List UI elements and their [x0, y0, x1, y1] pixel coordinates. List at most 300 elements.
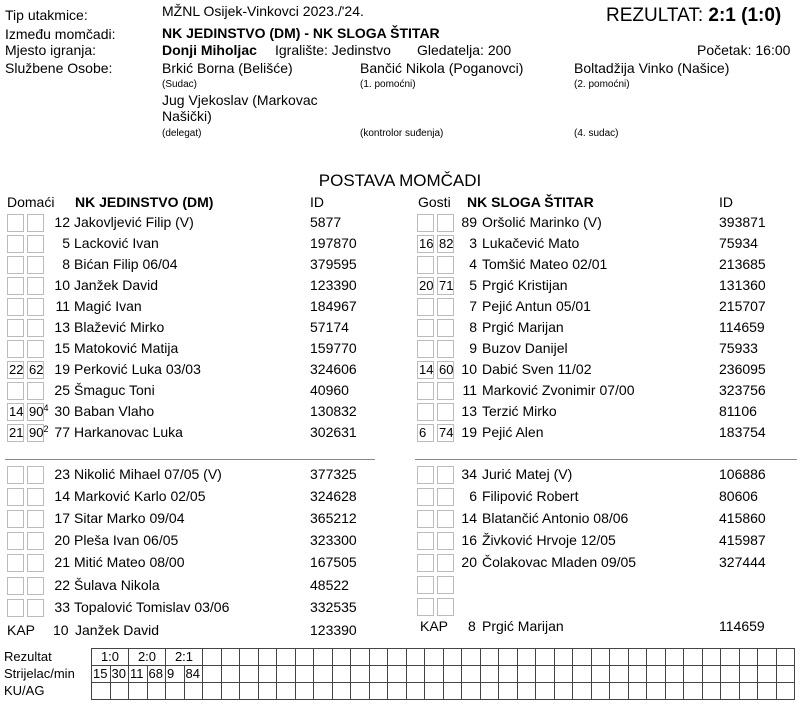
away-substitute-id: 106886: [719, 466, 766, 482]
official-assistant1: Bančić Nikola (Poganovci): [360, 60, 524, 76]
stats-cell: [202, 682, 222, 700]
home-sub-minute-box: [27, 214, 44, 232]
stats-cell: [498, 648, 518, 666]
home-sub-minute-box: 14: [9, 404, 24, 419]
away-player-id: 183754: [719, 424, 766, 440]
away-player-number: 9: [469, 340, 477, 356]
away-sub-minute-box: [417, 319, 434, 337]
home-substitute-name: Nikolić Mihael 07/05 (V): [74, 466, 222, 482]
away-player-number: 19: [461, 424, 477, 440]
stats-cell: [239, 682, 259, 700]
stats-cell: [554, 648, 574, 666]
stats-cell: [295, 648, 315, 666]
venue-label: Mjesto igranja:: [5, 42, 97, 58]
stats-result-label: Rezultat: [4, 649, 52, 664]
away-sub-minute-box: [437, 340, 454, 358]
home-substitute-number: 21: [54, 554, 70, 571]
stats-cell: [221, 682, 241, 700]
stats-cell: [221, 665, 241, 683]
stats-cell: [295, 665, 315, 683]
away-player-id: 131360: [719, 277, 766, 293]
away-sub-minute-box: [417, 256, 434, 274]
home-player-name: Perković Luka 03/03: [74, 361, 201, 377]
home-sub-minute-box: [7, 382, 24, 400]
stats-cell: [702, 665, 722, 683]
stats-cell: [480, 648, 500, 666]
home-player-number: 10: [54, 277, 70, 293]
stats-cell: [683, 665, 703, 683]
away-player-number: 89: [461, 214, 477, 230]
away-sub-minute-box: [437, 361, 454, 379]
stats-cell: [350, 682, 370, 700]
home-substitute-name: Šulava Nikola: [74, 576, 160, 593]
away-player-name: Marković Zvonimir 07/00: [482, 382, 635, 398]
home-sub-minute: 90: [29, 425, 44, 440]
home-player-name: Bićan Filip 06/04: [74, 256, 178, 272]
home-substitute-number: 20: [54, 532, 70, 549]
away-captain-number: 8: [468, 618, 476, 634]
home-player-name: Lacković Ivan: [74, 235, 159, 251]
stats-cell: [91, 682, 111, 700]
home-added-time: 4: [43, 403, 49, 413]
home-sub-box: [27, 599, 44, 617]
stats-cell: [628, 648, 648, 666]
stats-cell: [591, 665, 611, 683]
away-player-number: 4: [469, 256, 477, 272]
home-player-id: 57174: [310, 319, 349, 335]
stats-cell: [739, 665, 759, 683]
stats-cell: [702, 648, 722, 666]
stats-cell: [517, 648, 537, 666]
stats-cell: [757, 648, 777, 666]
officials-label: Službene Osobe:: [5, 60, 113, 76]
home-player-number: 8: [62, 256, 70, 272]
home-added-time: 2: [43, 424, 49, 434]
stats-cell: [461, 648, 481, 666]
away-substitute-name: Živković Hrvoje 12/05: [482, 532, 616, 548]
home-sub-box: [7, 577, 24, 595]
away-substitute-name: Blatančić Antonio 08/06: [482, 510, 629, 526]
stats-cell: [424, 665, 444, 683]
away-player-id: 215707: [719, 298, 766, 314]
stats-cell: [554, 682, 574, 700]
away-captain-id: 114659: [719, 618, 765, 634]
stats-cell: [221, 648, 241, 666]
stats-cell: [757, 665, 777, 683]
stats-cell: [646, 682, 666, 700]
away-player-name: Terzić Mirko: [482, 403, 557, 419]
teams: NK JEDINSTVO (DM) - NK SLOGA ŠTITAR: [162, 25, 440, 41]
away-player-number: 10: [461, 361, 477, 377]
home-sub-box: [7, 554, 24, 572]
away-sub-minute-box: [417, 403, 434, 421]
home-sub-box: [7, 510, 24, 528]
stats-cell: [313, 665, 333, 683]
home-player-name: Baban Vlaho: [74, 403, 155, 419]
official-referee: Brkić Borna (Belišće): [162, 60, 293, 76]
stats-scorer-label: Strijelac/min: [4, 666, 75, 681]
home-player-number: 11: [55, 298, 70, 314]
kickoff: Početak: 16:00: [697, 42, 791, 58]
official-referee-role: (Sudac): [162, 79, 198, 90]
home-player-id: 130832: [310, 403, 357, 419]
official-delegate-role: (delegat): [162, 128, 202, 139]
away-id-label: ID: [719, 194, 733, 210]
away-side-label: Gosti: [418, 194, 451, 210]
home-substitute-number: 22: [54, 576, 70, 593]
away-sub-box: [417, 488, 434, 506]
stats-cell: [776, 648, 796, 666]
stats-cell: [646, 665, 666, 683]
away-sub-box: [417, 532, 434, 550]
stats-cell: [332, 682, 352, 700]
home-sub-box: [7, 532, 24, 550]
away-substitute-id: 415860: [719, 510, 766, 526]
away-player-name: Prgić Marijan: [482, 319, 564, 335]
stats-scorer-value: 84: [185, 666, 200, 681]
official-assistant1-role: (1. pomoćni): [360, 79, 416, 90]
away-player-id: 213685: [719, 256, 766, 272]
away-sub-minute-box: 20: [419, 278, 434, 293]
home-player-id: 5877: [310, 214, 342, 230]
stats-cell: [276, 665, 296, 683]
home-substitute-id: 324628: [310, 488, 357, 505]
home-sub-box: [27, 577, 44, 595]
home-player-number: 25: [54, 382, 70, 398]
stats-cell: [258, 682, 278, 700]
stats-cell: [683, 682, 703, 700]
away-player-name: Dabić Sven 11/02: [482, 361, 592, 377]
away-sub-minute: 74: [439, 425, 454, 440]
home-sub-minute-box: [27, 403, 49, 421]
home-substitute-name: Pleša Ivan 06/05: [74, 532, 179, 549]
home-player-number: 15: [54, 340, 70, 356]
stats-score: 1:0: [91, 648, 129, 666]
away-player-name: Buzov Danijel: [482, 340, 568, 356]
away-sub-minute-box: [417, 298, 434, 316]
home-player-name: Matoković Matija: [74, 340, 179, 356]
pitch: Igralište: Jedinstvo: [275, 42, 391, 58]
stats-cell: [535, 682, 555, 700]
home-substitute-number: 14: [54, 488, 70, 505]
stats-cell: [665, 648, 685, 666]
home-player-id: 379595: [310, 256, 357, 272]
match-type-label: Tip utakmice:: [5, 7, 88, 23]
home-substitute-number: 33: [54, 598, 70, 615]
home-player-name: Janžek David: [74, 277, 159, 293]
official-controller-role: (kontrolor suđenja): [360, 128, 444, 139]
home-substitute-id: 365212: [310, 510, 357, 527]
away-player-id: 114659: [719, 319, 765, 335]
home-captain-number: 10: [53, 622, 69, 638]
home-sub-minute-box: [27, 256, 44, 274]
home-captain-label: KAP: [7, 622, 36, 638]
stats-cell: [350, 665, 370, 683]
home-sub-box: [27, 532, 44, 550]
away-team-name: NK SLOGA ŠTITAR: [467, 194, 594, 210]
away-sub-minute: 60: [439, 362, 454, 377]
home-substitute-number: 17: [54, 510, 70, 527]
away-player-id: 75933: [719, 340, 758, 356]
home-team-name: NK JEDINSTVO (DM): [75, 194, 214, 210]
home-sub-minute-box: [27, 319, 44, 337]
home-substitute-number: 23: [54, 466, 70, 482]
home-substitute-id: 323300: [310, 532, 357, 549]
stats-cell: [665, 665, 685, 683]
stats-cell: [443, 682, 463, 700]
home-sub-box: [27, 488, 44, 506]
home-player-number: 30: [54, 403, 70, 419]
away-player-id: 75934: [719, 235, 758, 251]
home-player-name: Šmaguc Toni: [74, 382, 155, 398]
stats-cell: [128, 682, 148, 700]
away-sub-minute-box: [437, 277, 454, 295]
away-substitute-name: Filipović Robert: [482, 488, 579, 504]
stats-scorer-value: 9: [167, 666, 175, 681]
away-player-number: 7: [469, 298, 477, 314]
home-player-number: 5: [62, 235, 70, 251]
stats-scorer-value: 15: [93, 666, 108, 681]
stats-cell: [498, 682, 518, 700]
away-player-name: Lukačević Mato: [482, 235, 580, 251]
away-sub-minute-box: [437, 424, 454, 442]
stats-scorer-value: 11: [130, 666, 144, 681]
stats-cell: [332, 648, 352, 666]
stats-cell: [239, 665, 259, 683]
home-sub-minute-box: [27, 235, 44, 253]
away-player-id: 393871: [719, 214, 766, 230]
home-player-id: 40960: [310, 382, 349, 398]
home-player-number: 13: [54, 319, 70, 335]
stats-cell: [628, 682, 648, 700]
away-substitute-number: 14: [461, 510, 477, 526]
home-substitute-id: 167505: [310, 554, 357, 571]
home-sub-minute-box: [7, 340, 24, 358]
stats-cell: [720, 682, 740, 700]
stats-cell: [776, 665, 796, 683]
home-sub-minute-box: [27, 298, 44, 316]
away-sub-box: [437, 598, 454, 616]
away-substitute-number: 34: [461, 466, 477, 482]
teams-label: Između momčadi:: [5, 26, 116, 42]
stats-cell: [276, 648, 296, 666]
away-sub-minute-box: [417, 340, 434, 358]
home-sub-minute-box: [27, 361, 44, 379]
stats-cell: [387, 665, 407, 683]
home-sub-box: [27, 554, 44, 572]
home-sub-box: [27, 466, 44, 484]
stats-cell: [591, 648, 611, 666]
stats-cell: [517, 682, 537, 700]
stats-cell: [184, 682, 204, 700]
away-sub-box: [437, 488, 454, 506]
home-substitute-id: 48522: [310, 576, 349, 593]
stats-cell: [369, 665, 389, 683]
stats-cell: [554, 665, 574, 683]
result-value: 2:1 (1:0): [708, 5, 782, 26]
home-player-name: Blažević Mirko: [74, 319, 165, 335]
away-substitute-id: 415987: [719, 532, 766, 548]
away-player-number: 11: [462, 382, 477, 398]
stats-cell: [313, 648, 333, 666]
away-sub-minute: 71: [439, 278, 454, 293]
away-sub-minute-box: [437, 214, 454, 232]
stats-cell: [424, 648, 444, 666]
away-sub-minute-box: 14: [419, 362, 434, 377]
spectators: Gledatelja: 200: [417, 42, 512, 58]
away-player-number: 8: [469, 319, 477, 335]
home-captain-id: 123390: [310, 622, 357, 638]
stats-cell: [572, 648, 592, 666]
stats-cell: [609, 648, 629, 666]
away-sub-minute-box: 16: [419, 236, 434, 251]
stats-cell: [276, 682, 296, 700]
stats-cell: [683, 648, 703, 666]
lineup-title: POSTAVA MOMČADI: [318, 171, 482, 190]
stats-cell: [202, 665, 222, 683]
away-player-number: 5: [469, 277, 477, 293]
away-captain-label: KAP: [420, 618, 449, 634]
away-substitute-id: 80606: [719, 488, 758, 504]
stats-cell: [258, 648, 278, 666]
stats-score: 2:0: [128, 648, 166, 666]
stats-cell: [739, 682, 759, 700]
home-player-number: 12: [54, 214, 70, 230]
official-fourth-role: (4. sudac): [574, 128, 619, 139]
stats-cell: [591, 682, 611, 700]
away-substitute-name: Jurić Matej (V): [482, 466, 573, 482]
away-sub-box: [437, 510, 454, 528]
stats-cell: [480, 682, 500, 700]
away-sub-box: [417, 598, 434, 616]
home-sub-minute-box: [7, 235, 24, 253]
away-player-name: Pejić Alen: [482, 424, 544, 440]
home-sub-minute-box: [7, 277, 24, 295]
home-player-name: Jakovljević Filip (V): [74, 214, 194, 230]
away-player-name: Oršolić Marinko (V): [482, 214, 602, 230]
stats-cell: [295, 682, 315, 700]
home-player-id: 159770: [310, 340, 357, 356]
away-sub-minute: 82: [439, 236, 454, 251]
home-captain-name: Janžek David: [75, 622, 160, 638]
away-sub-box: [417, 576, 434, 594]
away-sub-minute-box: [417, 382, 434, 400]
official-assistant2-role: (2. pomoćni): [574, 79, 630, 90]
away-sub-minute-box: [437, 319, 454, 337]
home-substitute-name: Mitić Mateo 08/00: [74, 554, 185, 571]
stats-cell: [369, 648, 389, 666]
stats-cell: [757, 682, 777, 700]
stats-cell: [572, 665, 592, 683]
home-sub-box: [7, 599, 24, 617]
stats-cell: [350, 648, 370, 666]
away-player-number: 3: [469, 235, 477, 251]
stats-cell: [517, 665, 537, 683]
home-sub-minute-box: [7, 214, 24, 232]
home-sub-box: [7, 488, 24, 506]
home-side-label: Domaći: [7, 194, 55, 210]
stats-cell: [535, 648, 555, 666]
home-sub-minute: 90: [29, 404, 44, 419]
stats-cell: [628, 665, 648, 683]
away-substitute-number: 20: [461, 554, 477, 570]
away-sub-minute-box: [437, 382, 454, 400]
home-player-id: 184967: [310, 298, 357, 314]
stats-cell: [665, 682, 685, 700]
stats-cell: [720, 648, 740, 666]
home-sub-minute: 62: [29, 362, 44, 377]
stats-cell: [110, 682, 130, 700]
match-type: MŽNL Osijek-Vinkovci 2023./'24.: [162, 3, 364, 19]
stats-cell: [443, 665, 463, 683]
away-substitute-id: 327444: [719, 554, 766, 570]
stats-cell: [646, 648, 666, 666]
stats-cell: [443, 648, 463, 666]
home-player-number: 77: [54, 424, 70, 440]
away-player-number: 13: [461, 403, 477, 419]
home-sub-minute-box: [7, 298, 24, 316]
away-sub-minute-box: [437, 403, 454, 421]
official-delegate-line2: Našički): [162, 108, 212, 124]
stats-cell: [702, 682, 722, 700]
home-substitute-name: Marković Karlo 02/05: [74, 488, 206, 505]
stats-scorer-value: 30: [111, 666, 126, 681]
stats-cell: [424, 682, 444, 700]
away-sub-box: [437, 466, 454, 484]
away-player-id: 236095: [719, 361, 766, 377]
result-block: [606, 5, 781, 27]
away-sub-box: [437, 532, 454, 550]
stats-cell: [461, 665, 481, 683]
home-player-id: 302631: [310, 424, 357, 440]
stats-scorer-value: 68: [148, 666, 163, 681]
stats-kuag-label: KU/AG: [4, 683, 45, 698]
away-sub-minute-box: 6: [417, 424, 434, 442]
stats-cell: [720, 665, 740, 683]
stats-cell: [406, 682, 426, 700]
home-substitute-name: Sitar Marko 09/04: [74, 510, 185, 527]
stats-cell: [739, 648, 759, 666]
stats-cell: [480, 665, 500, 683]
home-player-id: 197870: [310, 235, 357, 251]
home-player-name: Magić Ivan: [74, 298, 142, 314]
result-label: REZULTAT:: [606, 5, 704, 26]
away-player-name: Pejić Antun 05/01: [482, 298, 591, 314]
away-sub-box: [437, 576, 454, 594]
stats-cell: [609, 682, 629, 700]
home-sub-minute-box: 22: [9, 362, 24, 377]
away-sub-box: [437, 554, 454, 572]
stats-cell: [406, 665, 426, 683]
home-id-label: ID: [310, 194, 324, 210]
stats-cell: [332, 665, 352, 683]
home-sub-minute-box: [7, 256, 24, 274]
official-delegate: Jug Vjekoslav (Markovac: [162, 92, 318, 108]
home-substitute-name: Topalović Tomislav 03/06: [74, 598, 230, 615]
home-player-id: 324606: [310, 361, 357, 377]
stats-cell: [258, 665, 278, 683]
home-sub-minute-box: [7, 319, 24, 337]
home-sub-minute-box: [27, 424, 49, 442]
stats-score: 2:1: [165, 648, 203, 666]
stats-cell: [387, 648, 407, 666]
away-sub-minute-box: [417, 214, 434, 232]
official-assistant2: Boltadžija Vinko (Našice): [574, 60, 730, 76]
away-player-id: 81106: [719, 403, 757, 419]
away-player-name: Tomšić Mateo 02/01: [482, 256, 608, 272]
away-player-name: Prgić Kristijan: [482, 277, 568, 293]
stats-cell: [369, 682, 389, 700]
